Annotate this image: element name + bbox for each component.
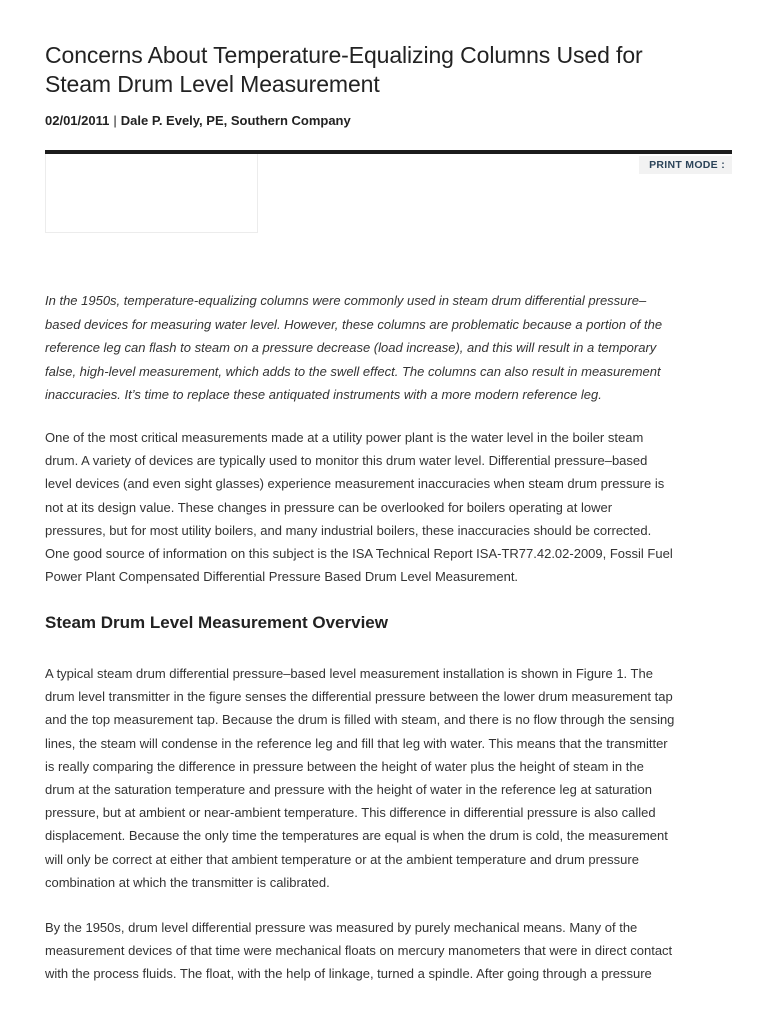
paragraph-line: pressure, but at ambient or near-ambient temperature. This difference in differential pressure is also called [45, 805, 656, 821]
abstract-line: In the 1950s, temperature-equalizing columns were commonly used in steam drum differential pressure– [45, 293, 647, 308]
paragraph-line: with the process fluids. The float, with the help of linkage, turned a spindle. After going through a pressure [45, 966, 652, 982]
article-title [45, 41, 732, 99]
article-title-line: Steam Drum Level Measurement [45, 71, 380, 97]
paragraph-line: is really comparing the difference in pressure between the height of water plus the height of steam in the [45, 758, 644, 774]
paragraph-line: Power Plant Compensated Differential Pressure Based Drum Level Measurement. [45, 569, 519, 585]
paragraph-line: and the top measurement tap. Because the drum is filled with steam, and there is no flow through the sensing [45, 712, 675, 728]
section-heading: Steam Drum Level Measurement Overview [45, 613, 388, 632]
article-page [45, 0, 732, 1024]
abstract-line: reference leg can flash to steam on a pressure decrease (load increase), and this will result in a temporary [45, 340, 657, 355]
abstract-line: false, high-level measurement, which adds to the swell effect. The columns can also result in measurement [45, 363, 661, 379]
paragraph-line: By the 1950s, drum level differential pressure was measured by purely mechanical means. Many of the [45, 920, 638, 935]
paragraph-line: will only be correct at either that ambient temperature or at the ambient temperature and drum pressure [45, 851, 639, 867]
paragraph-line: drum level transmitter in the figure senses the differential pressure between the lower drum measurement tap [45, 689, 673, 705]
article-title-line: Concerns About Temperature-Equalizing Columns Used for [45, 42, 643, 68]
print-mode-button[interactable]: PRINT MODE : [639, 156, 732, 174]
article-abstract [45, 289, 732, 407]
author-link[interactable]: Dale P. Evely, PE, Southern Company [120, 113, 351, 128]
abstract-line: based devices for measuring water level. However, these columns are problematic because a portion of the [45, 316, 663, 332]
paragraph-line: pressures, but for most utility boilers, and many industrial boilers, these inaccuracies should be corrected. [45, 522, 652, 538]
body-paragraph-2 [45, 662, 732, 894]
paragraph-line: One of the most critical measurements made at a utility power plant is the water level in the boiler steam [45, 430, 644, 445]
abstract-line: inaccuracies. It’s time to replace these antiquated instruments with a more modern reference leg. [45, 387, 602, 402]
ad-placeholder [45, 154, 258, 233]
paragraph-line: not at its design value. These changes in pressure can be overlooked for boilers operating at lower [45, 499, 613, 515]
paragraph-line: lines, the steam will condense in the reference leg and fill that leg with water. This means that the transmitter [45, 735, 668, 751]
body-paragraph-3 [45, 916, 732, 986]
publish-date: 02/01/2011 [45, 113, 110, 128]
body-paragraph-1 [45, 426, 732, 588]
paragraph-line: drum at the saturation temperature and pressure with the height of water in the reference leg at saturation [45, 782, 653, 798]
paragraph-line: A typical steam drum differential pressure–based level measurement installation is shown in Figure 1. The [45, 666, 653, 681]
paragraph-line: drum. A variety of devices are typically used to monitor this drum water level. Differential pressure–based [45, 453, 648, 469]
byline-separator: | [113, 113, 117, 128]
article-byline [45, 113, 351, 128]
paragraph-line: combination at which the transmitter is calibrated. [45, 874, 330, 890]
paragraph-line: level devices (and even sight glasses) experience measurement inaccuracies when steam drum pressure is [45, 476, 665, 492]
paragraph-line: One good source of information on this subject is the ISA Technical Report ISA-TR77.42.02-2009, Fossil Fuel [45, 546, 673, 562]
paragraph-line: displacement. Because the only time the temperatures are equal is when the drum is cold, the measurement [45, 828, 668, 844]
paragraph-line: measurement devices of that time were mechanical floats on mercury manometers that were in direct contact [45, 943, 673, 959]
